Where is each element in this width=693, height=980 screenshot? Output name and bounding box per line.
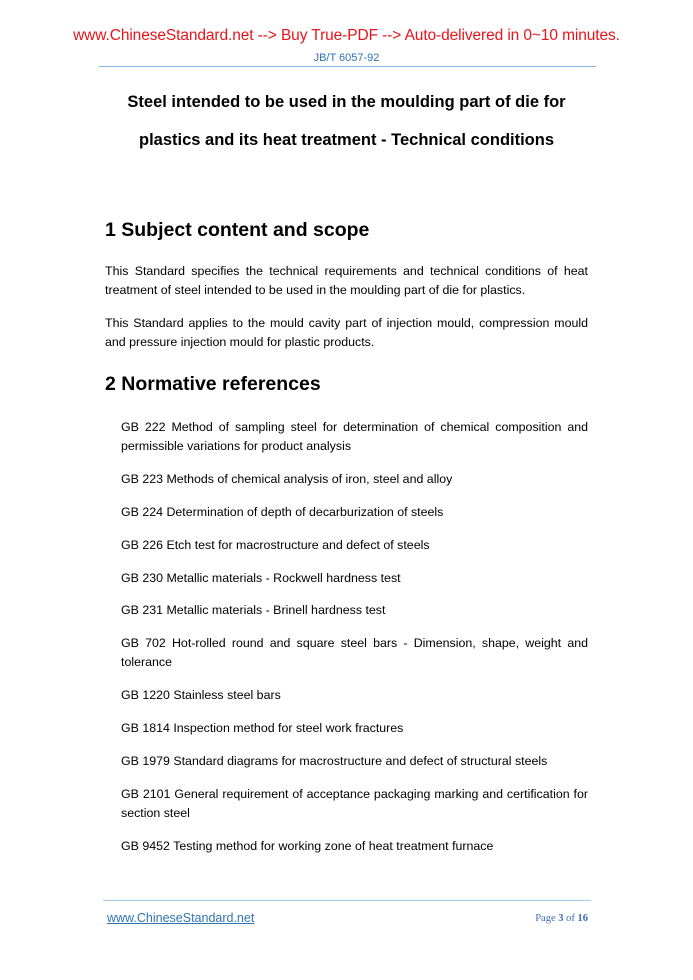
page-current: 3 <box>558 913 564 924</box>
reference-item: GB 222 Method of sampling steel for determination of chemical composition and permissible variations for product analysis <box>121 420 588 453</box>
reference-item: GB 223 Methods of chemical analysis of iron, steel and alloy <box>121 472 453 486</box>
reference-item: GB 230 Metallic materials - Rockwell hardness test <box>121 571 401 585</box>
page-total: 16 <box>577 913 588 924</box>
header-divider <box>99 66 596 67</box>
reference-item: GB 224 Determination of depth of decarburization of steels <box>121 505 444 519</box>
promo-banner[interactable]: www.ChineseStandard.net --> Buy True-PDF --> Auto-delivered in 0~10 minutes. <box>73 27 620 44</box>
footer-divider <box>103 900 591 901</box>
document-title-line-2: plastics and its heat treatment - Technical conditions <box>138 131 555 149</box>
reference-item: GB 9452 Testing method for working zone of heat treatment furnace <box>121 839 494 853</box>
page-prefix: Page <box>535 913 559 924</box>
reference-item: GB 2101 General requirement of acceptance packaging marking and certification for section steel <box>121 787 588 820</box>
reference-item: GB 1220 Stainless steel bars <box>121 688 281 702</box>
scope-paragraph: This Standard applies to the mould cavity part of injection mould, compression mould and pressure injection mould for plastic products. <box>105 316 588 349</box>
document-title-line-1: Steel intended to be used in the moulding part of die for <box>127 93 566 111</box>
page-number <box>535 913 588 924</box>
document-code: JB/T 6057-92 <box>313 52 380 64</box>
reference-item: GB 226 Etch test for macrostructure and defect of steels <box>121 538 430 552</box>
footer-website-link[interactable]: www.ChineseStandard.net <box>107 911 255 925</box>
section-heading-normative-references: 2 Normative references <box>105 373 321 395</box>
page-of: of <box>563 913 578 924</box>
reference-item: GB 1979 Standard diagrams for macrostructure and defect of structural steels <box>121 754 548 768</box>
section-heading-scope: 1 Subject content and scope <box>105 219 370 241</box>
reference-item: GB 231 Metallic materials - Brinell hardness test <box>121 603 386 617</box>
scope-paragraph: This Standard specifies the technical requirements and technical conditions of heat treatment of steel intended to be used in the moulding part of die for plastics. <box>105 264 588 297</box>
reference-item: GB 702 Hot-rolled round and square steel bars - Dimension, shape, weight and tolerance <box>121 636 588 669</box>
reference-item: GB 1814 Inspection method for steel work fractures <box>121 721 404 735</box>
